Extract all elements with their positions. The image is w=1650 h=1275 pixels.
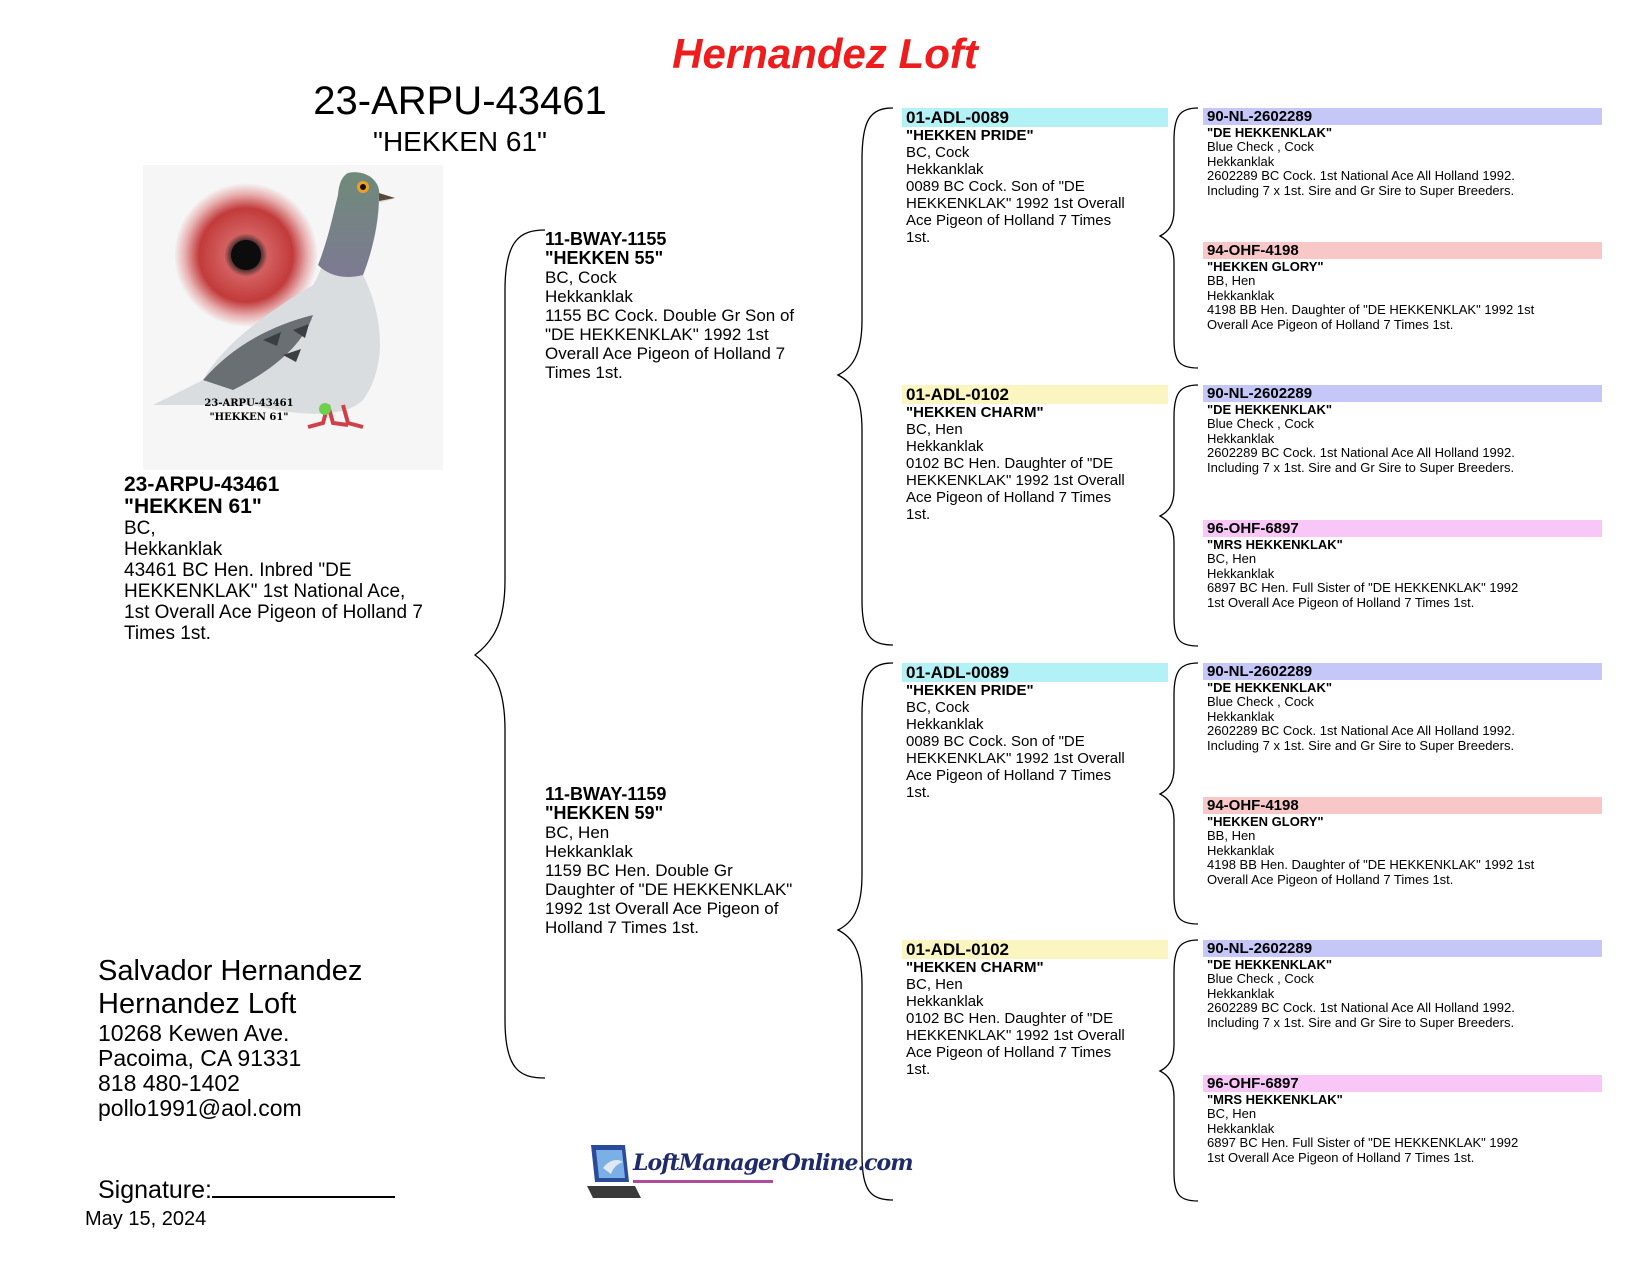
great-grandparent-card <box>1207 663 1602 753</box>
great-grandparent-card <box>1207 940 1602 1030</box>
dam-note-line: Daughter of "DE HEKKENKLAK" <box>545 880 793 899</box>
subject-band: 23-ARPU-43461 <box>124 473 280 496</box>
great-grandparent-color: Blue Check , Cock <box>1207 971 1314 986</box>
owner-info <box>98 955 498 1121</box>
grandparent-note-line: 1st. <box>906 1061 931 1078</box>
sire-breeder: Hekkanklak <box>545 287 633 306</box>
grandparent-name: "HEKKEN PRIDE" <box>906 682 1034 699</box>
sire-card <box>545 230 835 382</box>
grandparent-card <box>906 108 1168 246</box>
great-grandparent-card <box>1207 797 1602 887</box>
grandparent-card <box>906 940 1168 1078</box>
owner-city: Pacoima, CA 91331 <box>98 1045 302 1071</box>
grandparent-band: 01-ADL-0102 <box>902 940 1168 959</box>
sire-note-line: 1155 BC Cock. Double Gr Son of <box>545 306 795 325</box>
signature-rule[interactable] <box>212 1172 395 1198</box>
great-grandparent-band: 96-OHF-6897 <box>1203 520 1602 537</box>
great-grandparent-card <box>1207 108 1602 198</box>
grandparent-note-line: HEKKENKLAK" 1992 1st Overall <box>906 195 1125 212</box>
great-grandparent-note-line: 2602289 BC Cock. 1st National Ace All Holland 1992. <box>1207 445 1515 460</box>
grandparent-note-line: HEKKENKLAK" 1992 1st Overall <box>906 750 1125 767</box>
dam-band: 11-BWAY-1159 <box>545 784 667 804</box>
great-grandparent-note-line: Overall Ace Pigeon of Holland 7 Times 1st. <box>1207 871 1454 887</box>
great-grandparent-note-line: 2602289 BC Cock. 1st National Ace All Holland 1992. <box>1207 168 1515 183</box>
grandparent-note-line: Ace Pigeon of Holland 7 Times <box>906 212 1112 229</box>
great-grandparent-note-line: Including 7 x 1st. Sire and Gr Sire to Super Breeders. <box>1207 1014 1515 1030</box>
logo-text: LoftManagerOnline.com <box>633 1150 913 1176</box>
grandparent-note-line: 1st. <box>906 784 931 801</box>
grandparent-note-line: 0102 BC Hen. Daughter of "DE <box>906 455 1114 472</box>
great-grandparent-card <box>1207 242 1602 332</box>
grandparent-name: "HEKKEN PRIDE" <box>906 127 1034 144</box>
great-grandparent-name: "DE HEKKENKLAK" <box>1207 680 1332 695</box>
grandparent-note-line: Ace Pigeon of Holland 7 Times <box>906 1044 1112 1061</box>
subject-band-heading: 23-ARPU-43461 <box>313 79 607 123</box>
grandparent-color: BC, Hen <box>906 976 963 993</box>
great-grandparent-note-line: 4198 BB Hen. Daughter of "DE HEKKENKLAK" 1992 1st <box>1207 302 1535 317</box>
grandparent-breeder: Hekkanklak <box>906 438 984 455</box>
great-grandparent-note-line: 1st Overall Ace Pigeon of Holland 7 Times 1st. <box>1207 1149 1475 1165</box>
owner-loft: Hernandez Loft <box>98 988 297 1020</box>
subject-color: BC, <box>124 518 156 539</box>
grandparent-note-line: 0102 BC Hen. Daughter of "DE <box>906 1010 1114 1027</box>
great-grandparent-band: 94-OHF-4198 <box>1203 797 1602 814</box>
subject-breeder: Hekkanklak <box>124 539 223 560</box>
dam-note-line: Holland 7 Times 1st. <box>545 918 700 937</box>
sire-band: 11-BWAY-1155 <box>545 229 667 249</box>
great-grandparent-card <box>1207 520 1602 610</box>
dam-note-line: 1159 BC Hen. Double Gr <box>545 861 733 880</box>
great-grandparent-breeder: Hekkanklak <box>1207 1120 1275 1136</box>
grandparent-band: 01-ADL-0089 <box>902 663 1168 682</box>
grandparent-band: 01-ADL-0089 <box>902 108 1168 127</box>
great-grandparent-band: 90-NL-2602289 <box>1203 108 1602 125</box>
grandparent-note-line: 0089 BC Cock. Son of "DE <box>906 733 1085 750</box>
grandparent-card <box>906 663 1168 801</box>
dam-name: "HEKKEN 59" <box>545 803 664 823</box>
subject-note-line: 43461 BC Hen. Inbred "DE <box>124 560 352 581</box>
owner-name: Salvador Hernandez <box>98 955 363 987</box>
loftmanager-logo <box>583 1140 913 1204</box>
grandparent-note-line: HEKKENKLAK" 1992 1st Overall <box>906 1027 1125 1044</box>
great-grandparent-name: "HEKKEN GLORY" <box>1207 814 1324 829</box>
great-grandparent-band: 94-OHF-4198 <box>1203 242 1602 259</box>
great-grandparent-band: 90-NL-2602289 <box>1203 940 1602 957</box>
grandparent-note-line: HEKKENKLAK" 1992 1st Overall <box>906 472 1125 489</box>
great-grandparent-breeder: Hekkanklak <box>1207 842 1275 858</box>
subject-note-line: 1st Overall Ace Pigeon of Holland 7 <box>124 602 423 623</box>
great-grandparent-color: BB, Hen <box>1207 828 1256 843</box>
great-grandparent-breeder: Hekkanklak <box>1207 287 1275 303</box>
grandparent-color: BC, Hen <box>906 421 963 438</box>
print-date: May 15, 2024 <box>85 1208 207 1230</box>
photo-caption-band: 23-ARPU-43461 <box>204 398 294 409</box>
grandparent-note-line: 1st. <box>906 229 931 246</box>
great-grandparent-color: Blue Check , Cock <box>1207 139 1314 154</box>
sire-note-line: Times 1st. <box>545 363 623 382</box>
signature-line <box>98 1172 395 1205</box>
great-grandparent-note-line: 6897 BC Hen. Full Sister of "DE HEKKENKLAK" 1992 <box>1207 580 1519 595</box>
great-grandparent-note-line: 4198 BB Hen. Daughter of "DE HEKKENKLAK" 1992 1st <box>1207 857 1535 872</box>
grandparent-name: "HEKKEN CHARM" <box>906 959 1044 976</box>
great-grandparent-color: BC, Hen <box>1207 551 1257 566</box>
grandparent-breeder: Hekkanklak <box>906 716 984 733</box>
great-grandparent-name: "MRS HEKKENKLAK" <box>1207 1092 1343 1107</box>
grandparent-color: BC, Cock <box>906 144 970 161</box>
page-title: Hernandez Loft <box>672 30 978 77</box>
sire-name: "HEKKEN 55" <box>545 248 664 268</box>
great-grandparent-card <box>1207 1075 1602 1165</box>
grandparent-breeder: Hekkanklak <box>906 993 984 1010</box>
grandparent-color: BC, Cock <box>906 699 970 716</box>
great-grandparent-breeder: Hekkanklak <box>1207 708 1275 724</box>
great-grandparent-name: "DE HEKKENKLAK" <box>1207 957 1332 972</box>
grandparent-card <box>906 385 1168 523</box>
great-grandparent-note-line: Overall Ace Pigeon of Holland 7 Times 1st. <box>1207 316 1454 332</box>
subject-details <box>124 474 484 644</box>
bracket-sire <box>838 108 893 645</box>
photo-caption-name: "HEKKEN 61" <box>209 412 289 423</box>
bracket-gen1 <box>475 230 545 1078</box>
great-grandparent-breeder: Hekkanklak <box>1207 153 1275 169</box>
great-grandparent-color: Blue Check , Cock <box>1207 694 1314 709</box>
owner-phone: 818 480-1402 <box>98 1070 240 1096</box>
dam-card <box>545 785 835 937</box>
grandparent-note-line: Ace Pigeon of Holland 7 Times <box>906 489 1112 506</box>
grandparent-band: 01-ADL-0102 <box>902 385 1168 404</box>
great-grandparent-breeder: Hekkanklak <box>1207 985 1275 1001</box>
great-grandparent-name: "DE HEKKENKLAK" <box>1207 402 1332 417</box>
great-grandparent-breeder: Hekkanklak <box>1207 565 1275 581</box>
subject-note-line: Times 1st. <box>124 623 211 644</box>
great-grandparent-breeder: Hekkanklak <box>1207 430 1275 446</box>
bracket-dam <box>838 663 893 1200</box>
sire-note-line: Overall Ace Pigeon of Holland 7 <box>545 344 786 363</box>
dam-note-line: 1992 1st Overall Ace Pigeon of <box>545 899 779 918</box>
great-grandparent-note-line: 6897 BC Hen. Full Sister of "DE HEKKENKLAK" 1992 <box>1207 1135 1519 1150</box>
grandparent-note-line: 1st. <box>906 506 931 523</box>
grandparent-breeder: Hekkanklak <box>906 161 984 178</box>
great-grandparent-note-line: 2602289 BC Cock. 1st National Ace All Holland 1992. <box>1207 723 1515 738</box>
subject-note-line: HEKKENKLAK" 1st National Ace, <box>124 581 406 602</box>
great-grandparent-color: BB, Hen <box>1207 273 1256 288</box>
great-grandparent-card <box>1207 385 1602 475</box>
great-grandparent-name: "MRS HEKKENKLAK" <box>1207 537 1343 552</box>
great-grandparent-color: BC, Hen <box>1207 1106 1257 1121</box>
subject-name: "HEKKEN 61" <box>124 495 262 518</box>
great-grandparent-name: "DE HEKKENKLAK" <box>1207 125 1332 140</box>
grandparent-name: "HEKKEN CHARM" <box>906 404 1044 421</box>
sire-color: BC, Cock <box>545 268 617 287</box>
great-grandparent-note-line: Including 7 x 1st. Sire and Gr Sire to Super Breeders. <box>1207 459 1515 475</box>
dam-breeder: Hekkanklak <box>545 842 633 861</box>
grandparent-note-line: Ace Pigeon of Holland 7 Times <box>906 767 1112 784</box>
great-grandparent-color: Blue Check , Cock <box>1207 416 1314 431</box>
signature-label: Signature: <box>98 1176 212 1204</box>
great-grandparent-note-line: Including 7 x 1st. Sire and Gr Sire to Super Breeders. <box>1207 737 1515 753</box>
dam-color: BC, Hen <box>545 823 610 842</box>
great-grandparent-band: 90-NL-2602289 <box>1203 663 1602 680</box>
great-grandparent-note-line: 1st Overall Ace Pigeon of Holland 7 Times 1st. <box>1207 594 1475 610</box>
owner-street: 10268 Kewen Ave. <box>98 1020 290 1046</box>
great-grandparent-band: 96-OHF-6897 <box>1203 1075 1602 1092</box>
grandparent-note-line: 0089 BC Cock. Son of "DE <box>906 178 1085 195</box>
great-grandparent-note-line: Including 7 x 1st. Sire and Gr Sire to Super Breeders. <box>1207 182 1515 198</box>
sire-note-line: "DE HEKKENKLAK" 1992 1st <box>545 325 769 344</box>
great-grandparent-note-line: 2602289 BC Cock. 1st National Ace All Holland 1992. <box>1207 1000 1515 1015</box>
great-grandparent-name: "HEKKEN GLORY" <box>1207 259 1324 274</box>
great-grandparent-band: 90-NL-2602289 <box>1203 385 1602 402</box>
subject-name-heading: "HEKKEN 61" <box>373 126 547 157</box>
owner-email: pollo1991@aol.com <box>98 1095 302 1121</box>
